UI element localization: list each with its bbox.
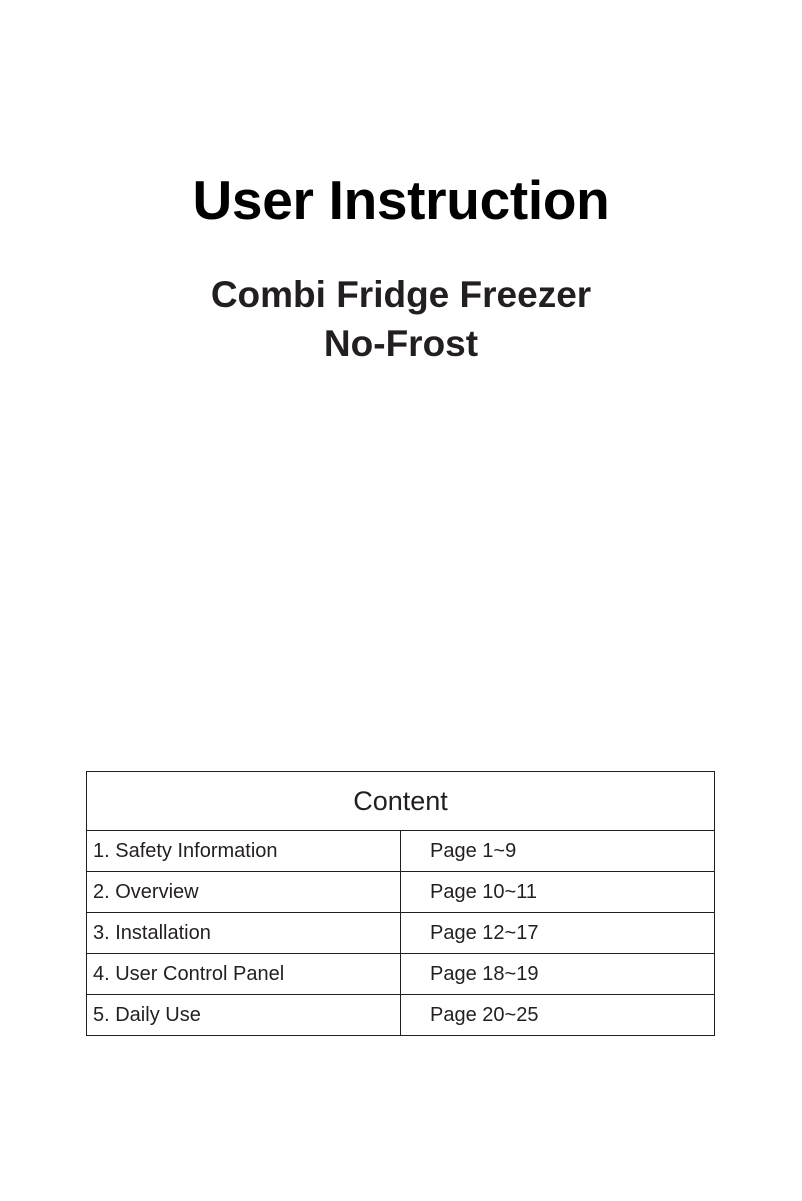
contents-page-range: Page 1~9 bbox=[401, 831, 715, 872]
contents-section-title: 1. Safety Information bbox=[87, 831, 401, 872]
document-title: User Instruction bbox=[192, 169, 610, 231]
contents-page-range: Page 10~11 bbox=[401, 872, 715, 913]
contents-page-range: Page 20~25 bbox=[401, 995, 715, 1036]
contents-row bbox=[87, 995, 715, 1036]
contents-row bbox=[87, 954, 715, 995]
contents-page-range: Page 18~19 bbox=[401, 954, 715, 995]
contents-heading: Content bbox=[87, 772, 715, 831]
contents-section-title: 3. Installation bbox=[87, 913, 401, 954]
contents-page-range: Page 12~17 bbox=[401, 913, 715, 954]
contents-section-title: 4. User Control Panel bbox=[87, 954, 401, 995]
contents-section-title: 5. Daily Use bbox=[87, 995, 401, 1036]
contents-header-row bbox=[87, 772, 715, 831]
contents-row bbox=[87, 913, 715, 954]
document-subtitle-line1: Combi Fridge Freezer bbox=[210, 274, 592, 315]
contents-section-title: 2. Overview bbox=[87, 872, 401, 913]
document-subtitle-line2: No-Frost bbox=[323, 323, 479, 364]
contents-table bbox=[86, 771, 715, 1036]
contents-row bbox=[87, 872, 715, 913]
contents-row bbox=[87, 831, 715, 872]
